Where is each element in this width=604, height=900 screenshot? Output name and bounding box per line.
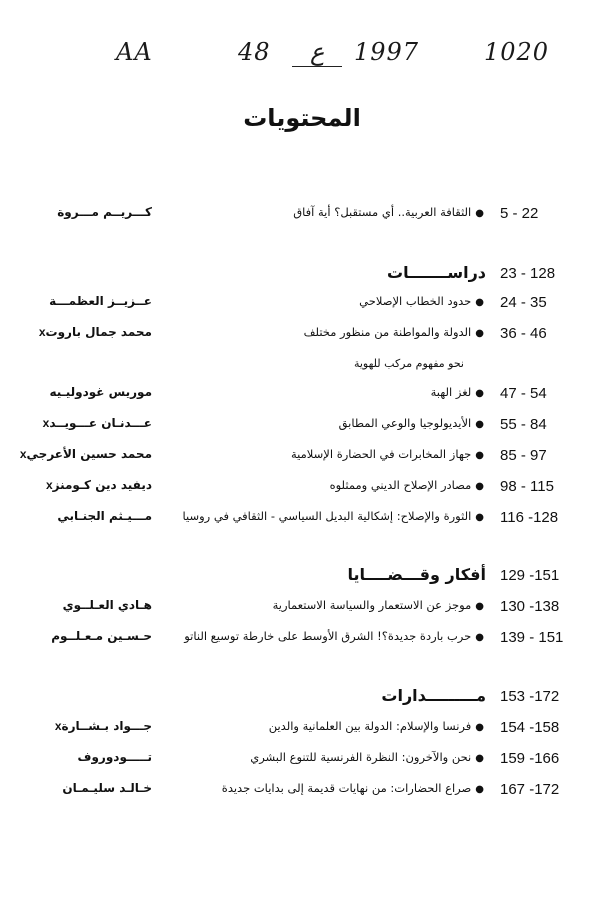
entry-title: [164, 325, 484, 339]
entry-title-text: الثورة والإصلاح: إشكالية البديل السياسي - الثقافي في روسيا: [182, 509, 472, 523]
entry-title: [164, 719, 484, 733]
page-range: 139 - 151: [500, 629, 564, 646]
handwritten-check-mark: x: [42, 416, 50, 430]
bullet-icon: ●: [475, 632, 484, 643]
author-name: [2, 385, 152, 399]
toc-entry: [0, 781, 604, 803]
author-name: [2, 205, 152, 219]
page-range: 130 -138: [500, 598, 560, 615]
bullet-icon: ●: [475, 753, 484, 764]
section-heading: مـــــــــدارات: [381, 686, 486, 705]
entry-title-text: مصادر الإصلاح الديني وممثلوه: [329, 478, 472, 492]
bullet-icon: ●: [475, 722, 484, 733]
toc-entry: [0, 719, 604, 741]
page-range: 167 -172: [500, 781, 560, 798]
section-heading: دراســـــــات: [386, 263, 486, 282]
author-name-text: مـــيـثم الجنـابي: [57, 509, 152, 523]
toc-entry: [0, 509, 604, 531]
bullet-icon: ●: [475, 481, 484, 492]
entry-title-text: فرنسا والإسلام: الدولة بين العلمانية والدين: [268, 719, 472, 733]
entry-title-text: الدولة والمواطنة من منظور مختلف: [303, 325, 472, 339]
page-range: 153 -172: [500, 688, 560, 705]
entry-title: [164, 416, 484, 430]
bullet-icon: ●: [475, 512, 484, 523]
toc-entry: [0, 750, 604, 772]
page-range: 154 -158: [500, 719, 560, 736]
entry-title: [164, 750, 484, 764]
entry-title-text: لغز الهبة: [430, 385, 472, 399]
section-heading-row: [0, 688, 604, 710]
bullet-icon: ●: [475, 328, 484, 339]
entry-title-text: نحن والآخرون: النظرة الفرنسية للتنوع البشري: [250, 750, 472, 764]
toc-entry: [0, 385, 604, 407]
entry-title: [164, 598, 484, 612]
page-range: 24 - 35: [500, 294, 547, 311]
author-name-text: هـادي العـلــوي: [62, 598, 152, 612]
bullet-icon: ●: [475, 784, 484, 795]
section-heading-row: [0, 265, 604, 287]
page-range: 159 -166: [500, 750, 560, 767]
author-name-text: محمد جمال باروت: [45, 325, 152, 339]
author-name: [2, 598, 152, 612]
handwritten-check-mark: x: [45, 478, 53, 492]
author-name: [2, 478, 152, 492]
bullet-icon: ●: [475, 388, 484, 399]
bullet-icon: ●: [475, 208, 484, 219]
handwritten-note-4: 48: [238, 38, 271, 66]
entry-title: [164, 509, 484, 523]
author-name-text: ديفيد دين كـومنز: [52, 478, 152, 492]
page-range: 116 -128: [500, 509, 559, 526]
author-name-text: عــزيــز العظمـــة: [49, 294, 152, 308]
toc-entry: [0, 416, 604, 438]
author-name: [2, 509, 152, 523]
bullet-icon: ●: [475, 450, 484, 461]
page-title: المحتويات: [243, 104, 361, 132]
entry-title: [164, 629, 484, 643]
entry-title: [164, 205, 484, 219]
author-name-text: عـــدنـان عـــويــد: [49, 416, 152, 430]
author-name: [2, 294, 152, 308]
bullet-icon: ●: [475, 297, 484, 308]
handwritten-check-mark: x: [54, 719, 62, 733]
page-range: 85 - 97: [500, 447, 547, 464]
entry-title-text: صراع الحضارات: من نهايات قديمة إلى بدايات جديدة: [221, 781, 472, 795]
page-range: 55 - 84: [500, 416, 547, 433]
entry-title-text: الثقافة العربية.. أي مستقبل؟ أية آفاق: [293, 205, 472, 219]
page-range: 98 - 115: [500, 478, 554, 495]
author-name-text: حـسـين مـعـلــوم: [51, 629, 152, 643]
entry-title: [164, 385, 484, 399]
author-name-text: كـــريــم مـــروة: [57, 205, 152, 219]
author-name-text: محمد حسين الأعرجي: [26, 447, 152, 461]
author-name-text: خـالـد سليـمـان: [62, 781, 152, 795]
page-range: 23 - 128: [500, 265, 556, 282]
entry-title: [164, 447, 484, 461]
handwritten-note-1: 1020: [484, 38, 550, 66]
entry-title: [164, 781, 484, 795]
toc-entry: [0, 598, 604, 620]
author-name: [2, 325, 152, 339]
page-range: 129 -151: [500, 567, 560, 584]
author-name: [2, 719, 152, 733]
author-name: [2, 781, 152, 795]
toc-entry: [0, 294, 604, 316]
author-name-text: تـــــودوروف: [77, 750, 152, 764]
handwritten-note-5: AA: [116, 38, 153, 66]
author-name-text: جـــواد بـشــارة: [61, 719, 152, 733]
entry-title-text: الأيديولوجيا والوعي المطابق: [338, 416, 472, 430]
toc-entry: [0, 478, 604, 500]
bullet-icon: ●: [475, 601, 484, 612]
section-heading-row: [0, 567, 604, 589]
entry-title-text: حرب باردة جديدة؟! الشرق الأوسط على خارطة توسيع الناتو: [184, 629, 472, 643]
entry-subtitle-row: [0, 357, 604, 379]
handwritten-note-3: ع: [292, 38, 342, 67]
entry-title: [164, 294, 484, 308]
toc-entry: [0, 629, 604, 651]
handwritten-note-2: 1997: [354, 38, 420, 66]
handwritten-check-mark: x: [19, 447, 27, 461]
toc-entry: [0, 325, 604, 347]
entry-title-text: موجز عن الاستعمار والسياسة الاستعمارية: [272, 598, 472, 612]
page-range: 5 - 22: [500, 205, 539, 222]
handwritten-check-mark: x: [38, 325, 46, 339]
entry-title: [164, 478, 484, 492]
entry-title-text: حدود الخطاب الإصلاحي: [359, 294, 472, 308]
entry-subtitle: نحو مفهوم مركب للهوية: [353, 357, 464, 370]
author-name-text: موريس غودوليـيه: [49, 385, 152, 399]
page-range: 47 - 54: [500, 385, 547, 402]
author-name: [2, 629, 152, 643]
bullet-icon: ●: [475, 419, 484, 430]
toc-entry: [0, 205, 604, 227]
author-name: [2, 447, 152, 461]
page-range: 36 - 46: [500, 325, 547, 342]
author-name: [2, 750, 152, 764]
author-name: [2, 416, 152, 430]
toc-entry: [0, 447, 604, 469]
entry-title-text: جهاز المخابرات في الحضارة الإسلامية: [291, 447, 472, 461]
section-heading: أفكار وقـــضــــايا: [347, 565, 486, 584]
